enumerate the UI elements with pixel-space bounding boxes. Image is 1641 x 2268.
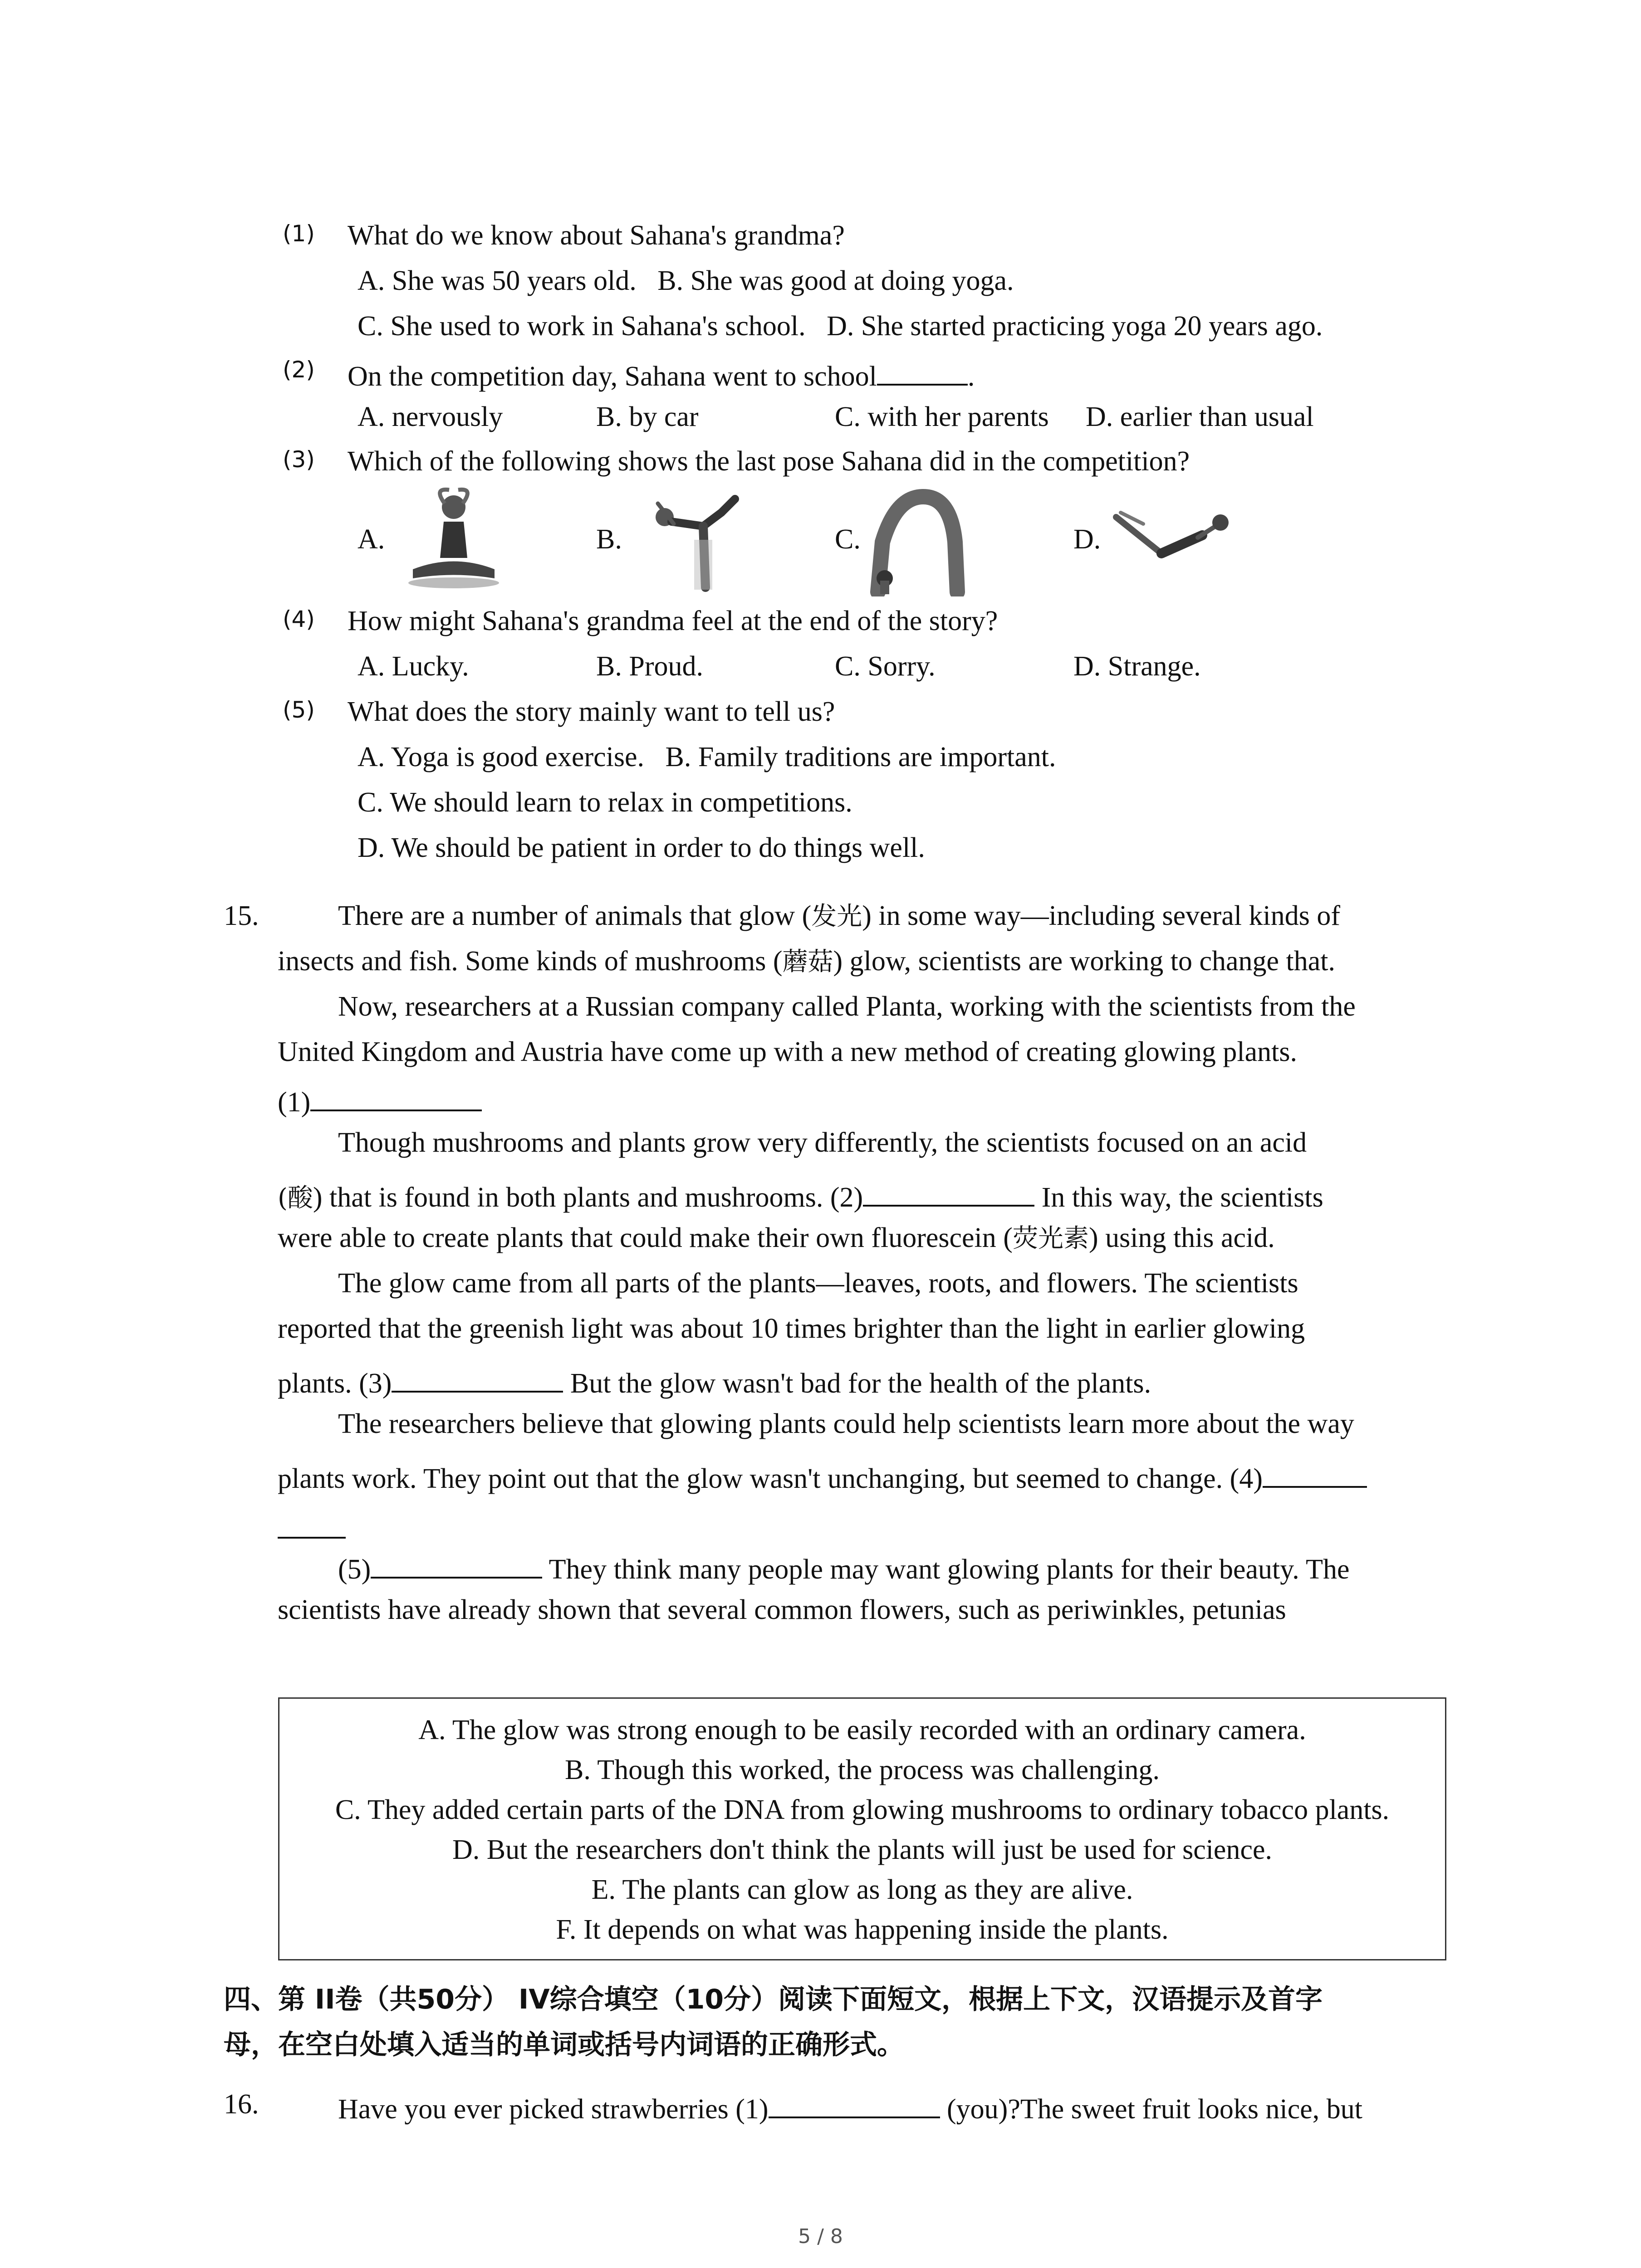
chinese-gloss: 荧光素 (1012, 1224, 1089, 1253)
yoga-lotus-pose-figure (395, 485, 513, 594)
chinese-gloss: 蘑菇 (782, 947, 833, 977)
yoga-wheel-pose-figure (864, 488, 969, 596)
answer-blank[interactable] (1263, 1460, 1367, 1488)
answer-blank[interactable] (392, 1364, 563, 1393)
passage-line: plants work. They point out that the glow wasn't unchanging, but seemed to change. (4) (278, 1460, 1367, 1493)
item-number: (2) (283, 357, 315, 383)
options-box (278, 1697, 1446, 1960)
page-number: 5 / 8 (798, 2225, 843, 2248)
option-a: A. Lucky. (358, 651, 469, 682)
option-line: D. We should be patient in order to do things well. (358, 832, 925, 863)
option-d: D. (1073, 524, 1101, 555)
option-d: D. But the researchers don't think the plants will just be used for science. (452, 1834, 1272, 1865)
passage-line: There are a number of animals that glow (发光) in some way—including several kinds of (338, 900, 1341, 931)
yoga-boat-pose-figure (1107, 503, 1243, 581)
option-b: B. by car (596, 401, 699, 432)
item-number: (3) (283, 446, 315, 473)
section-heading: 四、第 II卷（共50分） IV综合填空（10分）阅读下面短文，根据上下文，汉语提示及首字 (224, 1984, 1323, 2015)
answer-blank[interactable] (310, 1083, 482, 1111)
passage-line: Have you ever picked strawberries (1) (you)?The sweet fruit looks nice, but (338, 2090, 1362, 2123)
question-stem: Which of the following shows the last pose Sahana did in the competition? (348, 446, 1190, 477)
passage-line: The researchers believe that glowing plants could help scientists learn more about the way (338, 1408, 1354, 1439)
question-stem: What do we know about Sahana's grandma? (348, 220, 845, 251)
passage-line: Though mushrooms and plants grow very differently, the scientists focused on an acid (338, 1127, 1307, 1158)
option-line: C. We should learn to relax in competitions. (358, 787, 852, 818)
option-d: D. earlier than usual (1086, 401, 1314, 432)
question-number: 15. (224, 900, 259, 931)
passage-line: reported that the greenish light was about 10 times brighter than the light in earlier glowing (278, 1313, 1305, 1344)
item-number: (1) (283, 220, 315, 247)
answer-blank[interactable] (877, 357, 968, 386)
option-a: A. (358, 524, 385, 555)
passage-line: (1) (278, 1083, 482, 1116)
option-e: E. The plants can glow as long as they are alive. (591, 1874, 1133, 1905)
question-stem: How might Sahana's grandma feel at the end of the story? (348, 606, 998, 636)
passage-line: (5) They think many people may want glowing plants for their beauty. The (338, 1550, 1350, 1584)
option-c: C. (835, 524, 861, 555)
question-stem (348, 357, 975, 391)
question-stem: What does the story mainly want to tell us? (348, 696, 835, 727)
option-b: B. (596, 524, 622, 555)
option-c: C. Sorry. (835, 651, 936, 682)
item-number: (4) (283, 606, 315, 632)
passage-line: United Kingdom and Austria have come up with a new method of creating glowing plants. (278, 1036, 1298, 1067)
yoga-standing-bow-figure (649, 490, 749, 594)
chinese-gloss: 发光 (811, 902, 862, 931)
answer-blank[interactable] (769, 2090, 940, 2118)
section-heading: 母，在空白处填入适当的单词或括号内词语的正确形式。 (224, 2029, 904, 2061)
stem-end: . (967, 361, 975, 392)
item-number: (5) (283, 697, 315, 723)
passage-line: were able to create plants that could make their own fluorescein (荧光素) using this acid. (278, 1222, 1275, 1253)
option-d: D. Strange. (1073, 651, 1201, 682)
option-a: A. The glow was strong enough to be easily recorded with an ordinary camera. (418, 1715, 1306, 1745)
passage-line: (酸) that is found in both plants and mushrooms. (2) In this way, the scientists (278, 1178, 1323, 1212)
answer-blank[interactable] (863, 1178, 1034, 1207)
option-line: C. She used to work in Sahana's school. D. She started practicing yoga 20 years ago. (358, 311, 1323, 342)
option-b: B. Proud. (596, 651, 703, 682)
answer-blank-continued[interactable] (278, 1510, 346, 1539)
stem-text: On the competition day, Sahana went to school (348, 361, 877, 392)
question-number: 16. (224, 2089, 259, 2120)
passage-line: Now, researchers at a Russian company called Planta, working with the scientists from the (338, 991, 1356, 1022)
option-c: C. with her parents (835, 401, 1049, 432)
answer-blank[interactable] (371, 1550, 542, 1579)
passage-line: scientists have already shown that several common flowers, such as periwinkles, petunias (278, 1594, 1286, 1625)
chinese-gloss: (酸 (278, 1183, 313, 1213)
option-c: C. They added certain parts of the DNA from glowing mushrooms to ordinary tobacco plants. (335, 1794, 1390, 1825)
passage-line: insects and fish. Some kinds of mushrooms (蘑菇) glow, scientists are working to change that. (278, 946, 1336, 977)
option-line: A. Yoga is good exercise. B. Family traditions are important. (358, 742, 1056, 772)
option-line: A. She was 50 years old. B. She was good at doing yoga. (358, 265, 1014, 296)
passage-line: plants. (3) But the glow wasn't bad for the health of the plants. (278, 1364, 1151, 1398)
passage-line: The glow came from all parts of the plants—leaves, roots, and flowers. The scientists (338, 1268, 1298, 1299)
option-b: B. Though this worked, the process was challenging. (565, 1755, 1160, 1785)
option-a: A. nervously (358, 401, 503, 432)
option-f: F. It depends on what was happening inside the plants. (556, 1914, 1169, 1945)
